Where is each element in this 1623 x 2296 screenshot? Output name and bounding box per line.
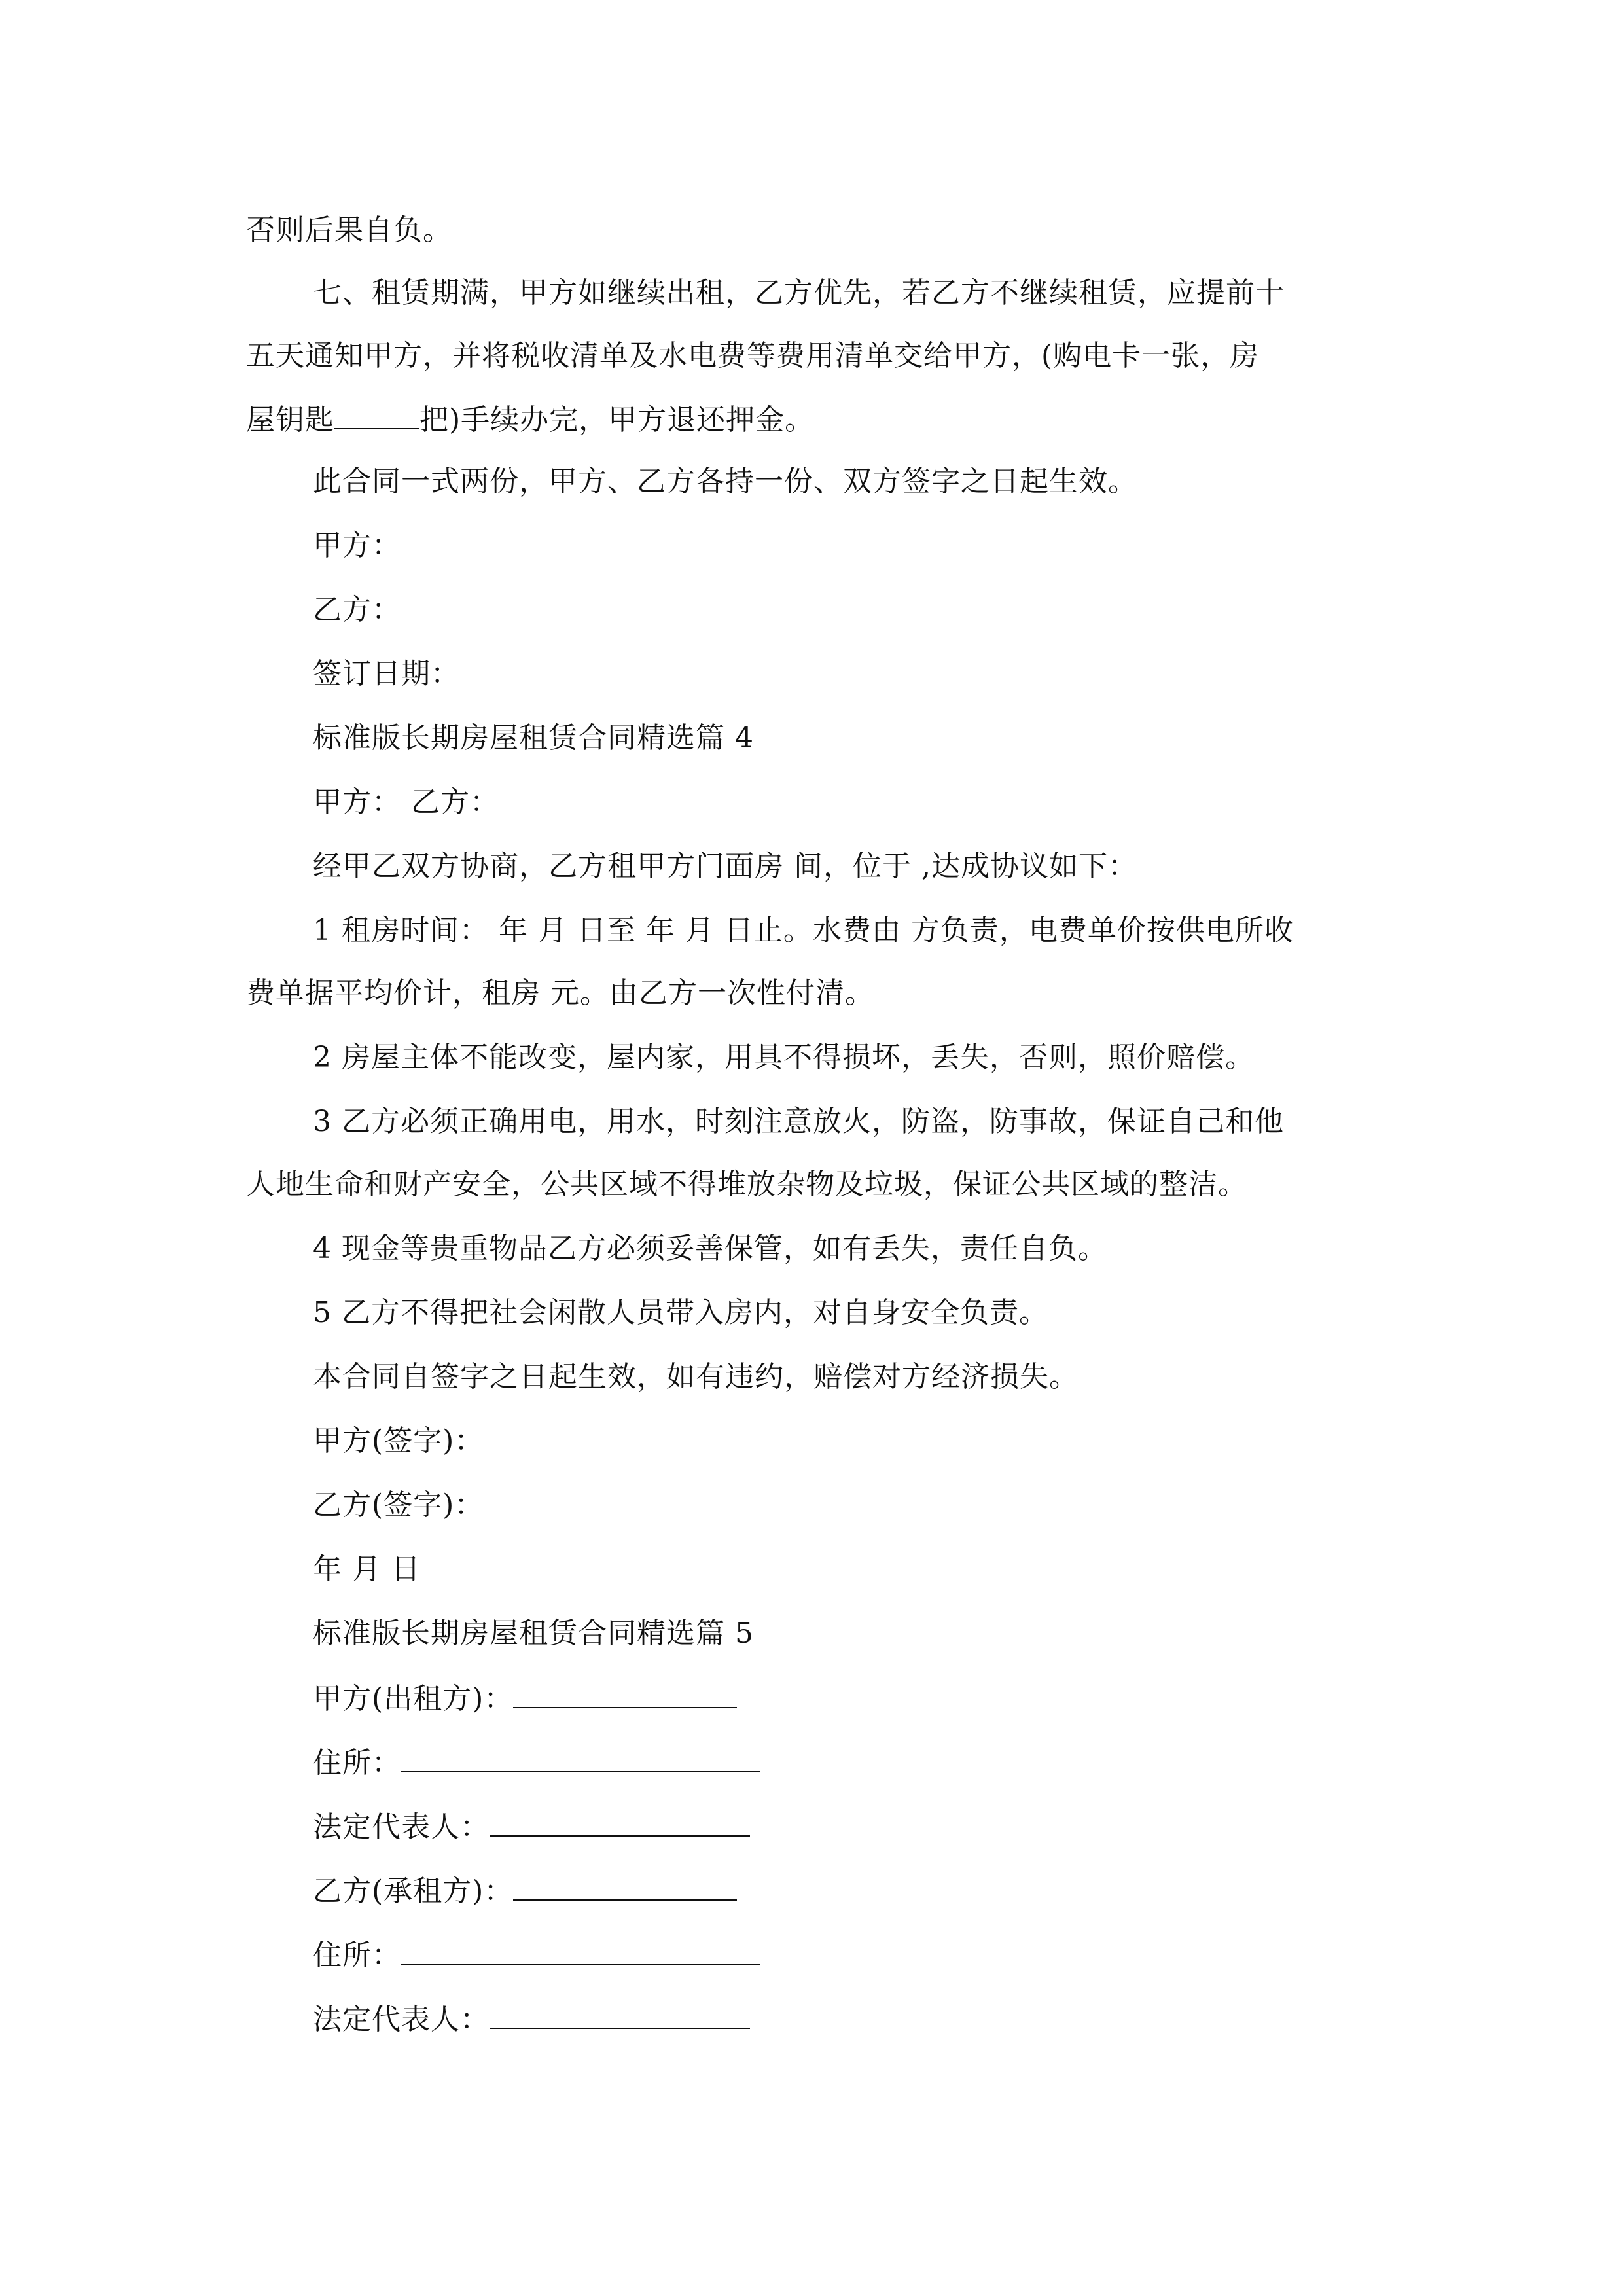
clause-1-line-2: 费单据平均价计，租房 元。由乙方一次性付清。: [246, 977, 874, 1010]
text-line: 否则后果自负。: [246, 213, 452, 247]
lessee-address-label: 住所：: [313, 1939, 401, 1972]
clause-3-line-2: 人地生命和财产安全，公共区域不得堆放杂物及垃圾，保证公共区域的整洁。: [246, 1168, 1247, 1201]
lessee-rep-line: [313, 1999, 750, 2038]
lessee-address-line: [313, 1935, 760, 1974]
clause-seven-line-3: [246, 399, 814, 439]
party-a-signature: 甲方(签字)：: [313, 1424, 484, 1458]
lessor-label: 甲方(出租方)：: [313, 1682, 514, 1715]
clause-seven-line-2: 五天通知甲方，并将税收清单及水电费等费用清单交给甲方，(购电卡一张，房: [246, 339, 1260, 372]
signing-date-label: 签订日期：: [313, 657, 460, 691]
lessor-rep-blank: [490, 1806, 750, 1837]
section-title-5: 标准版长期房屋租赁合同精选篇 5: [313, 1617, 754, 1650]
party-b-signature: 乙方(签字)：: [313, 1488, 484, 1522]
lessee-blank: [513, 1871, 737, 1901]
agreement-intro: 经甲乙双方协商，乙方租甲方门面房 间，位于 ,达成协议如下：: [313, 850, 1137, 883]
lessor-address-label: 住所：: [313, 1746, 401, 1780]
party-b-label: 乙方：: [313, 593, 401, 626]
key-count-blank: [334, 399, 419, 429]
date-line: 年 月 日: [313, 1552, 421, 1586]
copies-clause: 此合同一式两份，甲方、乙方各持一份、双方签字之日起生效。: [313, 465, 1137, 498]
parties-line: 甲方： 乙方：: [313, 785, 499, 819]
lessee-rep-blank: [490, 1999, 750, 2029]
clause-5: 5 乙方不得把社会闲散人员带入房内，对自身安全负责。: [313, 1296, 1048, 1329]
key-tail: 把)手续办完，甲方退还押金。: [419, 403, 815, 437]
key-label: 屋钥匙: [246, 403, 334, 437]
lessor-address-line: [313, 1742, 760, 1782]
clause-4: 4 现金等贵重物品乙方必须妥善保管，如有丢失，责任自负。: [313, 1232, 1107, 1265]
party-a-label: 甲方：: [313, 529, 401, 562]
lessee-line: [313, 1871, 737, 1910]
clause-2: 2 房屋主体不能改变，屋内家，用具不得损坏，丢失，否则，照价赔偿。: [313, 1041, 1255, 1074]
lessee-address-blank: [401, 1935, 760, 1965]
clause-3-line-1: 3 乙方必须正确用电，用水，时刻注意放火，防盗，防事故，保证自己和他: [313, 1105, 1284, 1138]
lessor-address-blank: [401, 1742, 760, 1772]
lessor-rep-line: [313, 1806, 750, 1846]
lessor-line: [313, 1678, 737, 1717]
lessor-rep-label: 法定代表人：: [313, 1810, 490, 1844]
section-title-4: 标准版长期房屋租赁合同精选篇 4: [313, 721, 754, 755]
lessee-label: 乙方(承租方)：: [313, 1874, 514, 1908]
clause-seven-line-1: 七、租赁期满，甲方如继续出租，乙方优先，若乙方不继续租赁，应提前十: [313, 276, 1285, 310]
lessee-rep-label: 法定代表人：: [313, 2003, 490, 2036]
lessor-blank: [513, 1678, 737, 1708]
clause-1-line-1: 1 租房时间： 年 月 日至 年 月 日止。水费由 方负责，电费单价按供电所收: [313, 914, 1294, 947]
effective-clause: 本合同自签字之日起生效，如有违约，赔偿对方经济损失。: [313, 1360, 1079, 1393]
